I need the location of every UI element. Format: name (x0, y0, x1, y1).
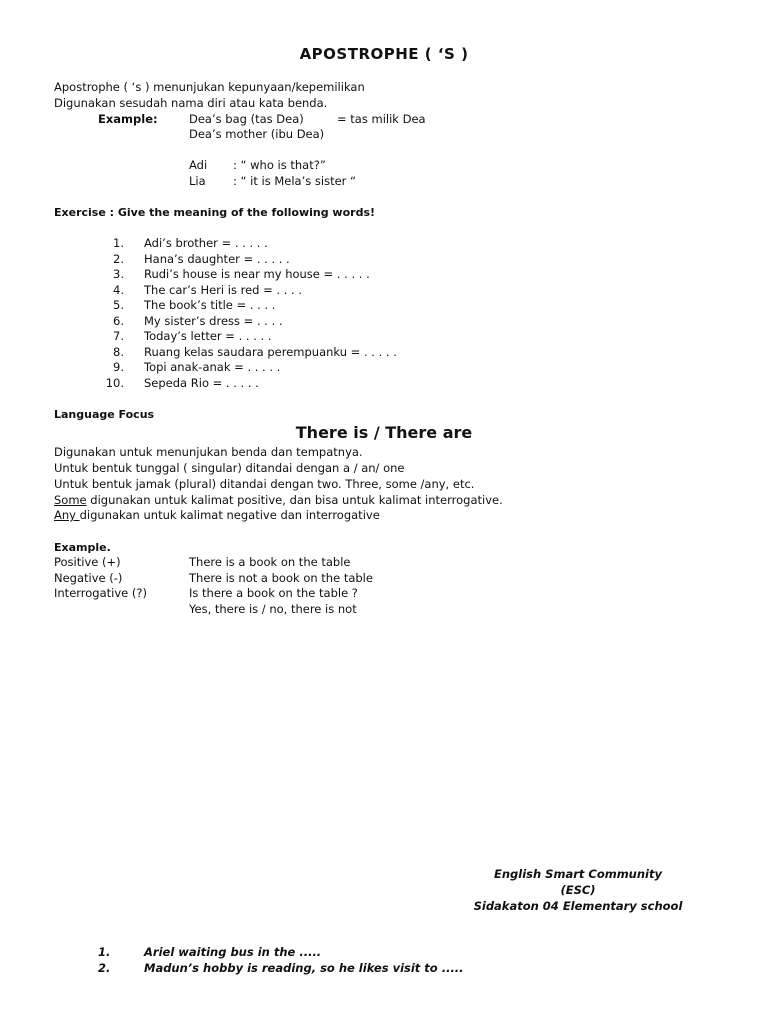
footer-org: English Smart Community (493, 867, 662, 881)
example-2: Dea’s mother (ibu Dea) (189, 127, 325, 141)
dialog-line: : “ who is that?” (233, 158, 326, 172)
example-sentence: There is not a book on the table (189, 571, 373, 585)
page-title: APOSTROPHE ( ‘S ) (299, 45, 469, 63)
example-1-right: = tas milik Dea (337, 112, 426, 126)
example-type: Interrogative (?) (54, 586, 147, 600)
footer-school: Sidakaton 04 Elementary school (473, 899, 683, 913)
focus-line-some: Some digunakan untuk kalimat positive, dan bisa untuk kalimat interrogative. (54, 493, 503, 507)
list-item: 3. Rudi’s house is near my house = . . . . . (113, 267, 370, 281)
list-item: 7. Today’s letter = . . . . . (113, 329, 272, 343)
example-sentence: There is a book on the table (189, 555, 351, 569)
focus-line-any: Any digunakan untuk kalimat negative dan interrogative (54, 508, 380, 522)
focus-line-1: Digunakan untuk menunjukan benda dan tempatnya. (54, 445, 363, 459)
example-type: Positive (+) (54, 555, 121, 569)
list-item: 2. Hana’s daughter = . . . . . (113, 252, 290, 266)
list-item: 1. Adi’s brother = . . . . . (113, 236, 268, 250)
exercise-heading: Exercise : Give the meaning of the following words! (54, 206, 376, 219)
intro-line-1: Apostrophe ( ‘s ) menunjukan kepunyaan/kepemilikan (54, 80, 365, 94)
list-item: 6. My sister’s dress = . . . . (113, 314, 283, 328)
list-item: 5. The book’s title = . . . . (113, 298, 276, 312)
language-focus-heading: Language Focus (54, 408, 155, 421)
example-type: Negative (-) (54, 571, 123, 585)
focus-line-3: Untuk bentuk jamak (plural) ditandai dengan two. Three, some /any, etc. (54, 477, 475, 491)
list-item: 4. The car’s Heri is red = . . . . (113, 283, 302, 297)
example-sentence: Is there a book on the table ? (189, 586, 358, 600)
dialog-speaker: Adi (189, 158, 208, 172)
example-1-left: Dea’s bag (tas Dea) (189, 112, 304, 126)
dialog-speaker: Lia (189, 174, 206, 188)
intro-line-2: Digunakan sesudah nama diri atau kata benda. (54, 96, 328, 110)
example-sentence: Yes, there is / no, there is not (189, 602, 357, 616)
footer-abbrev: (ESC) (560, 883, 596, 897)
example-label: Example: (98, 112, 158, 126)
list-item: 8. Ruang kelas saudara perempuanku = . . . . . (113, 345, 397, 359)
dialog-line: : “ it is Mela’s sister “ (233, 174, 356, 188)
list-item: 10. Sepeda Rio = . . . . . (105, 376, 259, 390)
list-item: 9. Topi anak-anak = . . . . . (113, 360, 281, 374)
focus-line-2: Untuk bentuk tunggal ( singular) ditandai dengan a / an/ one (54, 461, 405, 475)
section-title: There is / There are (295, 423, 473, 442)
example-label: Example. (54, 541, 111, 554)
list-item: 1. Ariel waiting bus in the ..... (98, 945, 322, 959)
list-item: 2. Madun’s hobby is reading, so he likes visit to ..... (98, 961, 464, 975)
